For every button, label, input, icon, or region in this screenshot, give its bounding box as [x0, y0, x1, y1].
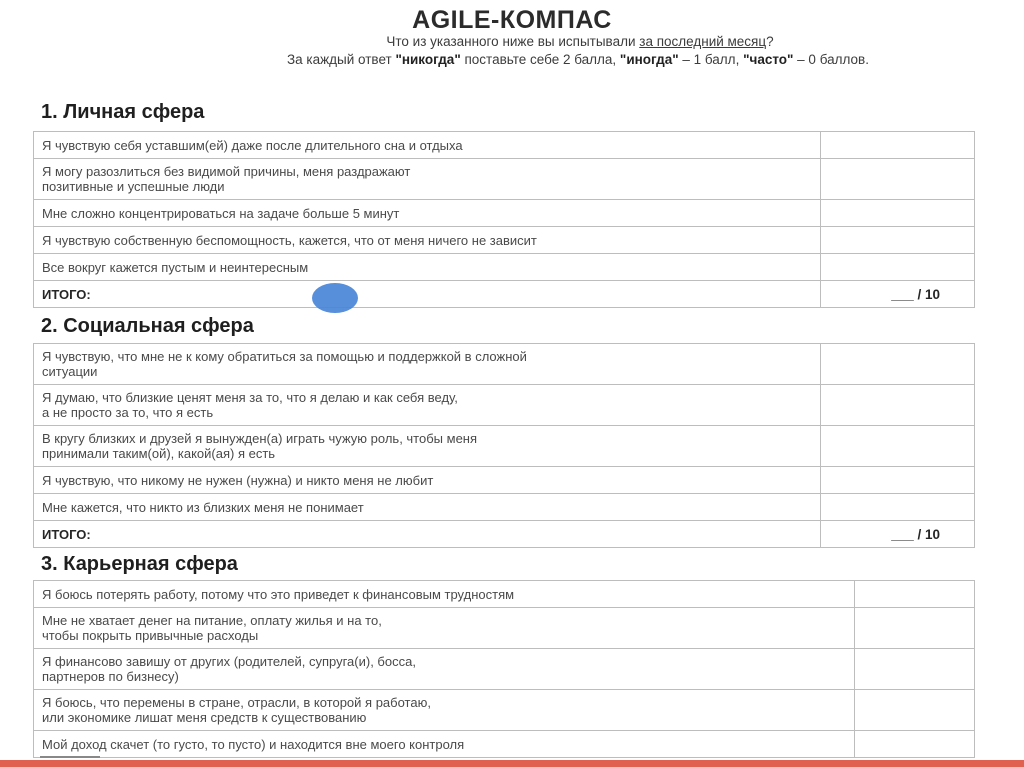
total-label: ИТОГО: [34, 281, 821, 308]
section-table-social [33, 343, 975, 548]
instruction-text: – 1 балл, [678, 52, 744, 67]
page-title: AGILE-КОМПАС [412, 6, 612, 34]
question-text: Я думаю, что близкие ценят меня за то, что я делаю и как себя веду, а не просто за то, что я есть [34, 385, 821, 426]
question-text: Мне не хватает денег на питание, оплату жилья и на то, чтобы покрыть привычные расходы [34, 608, 855, 649]
answer-cell[interactable] [855, 649, 975, 690]
question-row [34, 649, 975, 690]
question-text: Я чувствую, что мне не к кому обратиться за помощью и поддержкой в сложной ситуации [34, 344, 821, 385]
instruction-line-2 [0, 52, 1024, 67]
section-table-personal [33, 131, 975, 308]
total-score-field[interactable]: ___ / 10 [821, 281, 975, 308]
question-row [34, 254, 975, 281]
question-text: Я чувствую себя уставшим(ей) даже после длительного сна и отдыха [34, 132, 821, 159]
instruction-text: Что из указанного ниже вы испытывали [386, 34, 640, 49]
instruction-line-1 [0, 34, 1024, 49]
answer-cell[interactable] [821, 494, 975, 521]
question-row [34, 731, 975, 758]
question-text: Я финансово завишу от других (родителей, супруга(и), босса, партнеров по бизнесу) [34, 649, 855, 690]
instruction-emphasis: за последний месяц [639, 34, 767, 49]
question-text: Мой доход скачет (то густо, то пусто) и находится вне моего контроля [34, 731, 855, 758]
question-row [34, 227, 975, 254]
bottom-accent-bar [0, 760, 1024, 767]
answer-cell[interactable] [821, 385, 975, 426]
question-row [34, 344, 975, 385]
answer-cell[interactable] [855, 731, 975, 758]
question-row [34, 426, 975, 467]
instruction-text: ? [766, 34, 774, 49]
answer-cell[interactable] [821, 200, 975, 227]
answer-cell[interactable] [821, 159, 975, 200]
question-text: Я чувствую собственную беспомощность, кажется, что от меня ничего не зависит [34, 227, 821, 254]
question-text: Я боюсь потерять работу, потому что это приведет к финансовым трудностям [34, 581, 855, 608]
answer-cell[interactable] [821, 132, 975, 159]
total-label: ИТОГО: [34, 521, 821, 548]
answer-cell[interactable] [821, 344, 975, 385]
cursor-dot [312, 283, 358, 313]
answer-cell[interactable] [821, 426, 975, 467]
answer-cell[interactable] [821, 254, 975, 281]
instruction-text: За каждый ответ [287, 52, 396, 67]
question-text: Все вокруг кажется пустым и неинтересным [34, 254, 821, 281]
answer-cell[interactable] [855, 581, 975, 608]
section-title-career: 3. Карьерная сфера [41, 553, 238, 575]
question-row [34, 690, 975, 731]
question-row [34, 494, 975, 521]
answer-cell[interactable] [855, 690, 975, 731]
section-title-personal: 1. Личная сфера [41, 101, 205, 123]
question-row [34, 385, 975, 426]
question-text: Я могу разозлиться без видимой причины, меня раздражают позитивные и успешные люди [34, 159, 821, 200]
question-text: В кругу близких и друзей я вынужден(а) играть чужую роль, чтобы меня принимали таким(ой), какой(ая) я есть [34, 426, 821, 467]
question-row [34, 200, 975, 227]
answer-often: "часто" [743, 52, 794, 67]
answer-cell[interactable] [821, 467, 975, 494]
question-row [34, 467, 975, 494]
question-row [34, 159, 975, 200]
question-text: Я боюсь, что перемены в стране, отрасли, в которой я работаю, или экономике лишат меня средств к существованию [34, 690, 855, 731]
question-text: Я чувствую, что никому не нужен (нужна) и никто меня не любит [34, 467, 821, 494]
answer-cell[interactable] [821, 227, 975, 254]
question-text: Мне кажется, что никто из близких меня не понимает [34, 494, 821, 521]
question-row [34, 132, 975, 159]
question-text: Мне сложно концентрироваться на задаче больше 5 минут [34, 200, 821, 227]
answer-cell[interactable] [855, 608, 975, 649]
section-title-social: 2. Социальная сфера [41, 315, 254, 337]
section-table-career [33, 580, 975, 758]
question-row [34, 608, 975, 649]
answer-never: "никогда" [395, 52, 461, 67]
instruction-text: – 0 баллов. [793, 52, 869, 67]
instruction-text: поставьте себе 2 балла, [460, 52, 620, 67]
total-row [34, 281, 975, 308]
answer-sometimes: "иногда" [619, 52, 679, 67]
total-row [34, 521, 975, 548]
question-row [34, 581, 975, 608]
total-score-field[interactable]: ___ / 10 [821, 521, 975, 548]
